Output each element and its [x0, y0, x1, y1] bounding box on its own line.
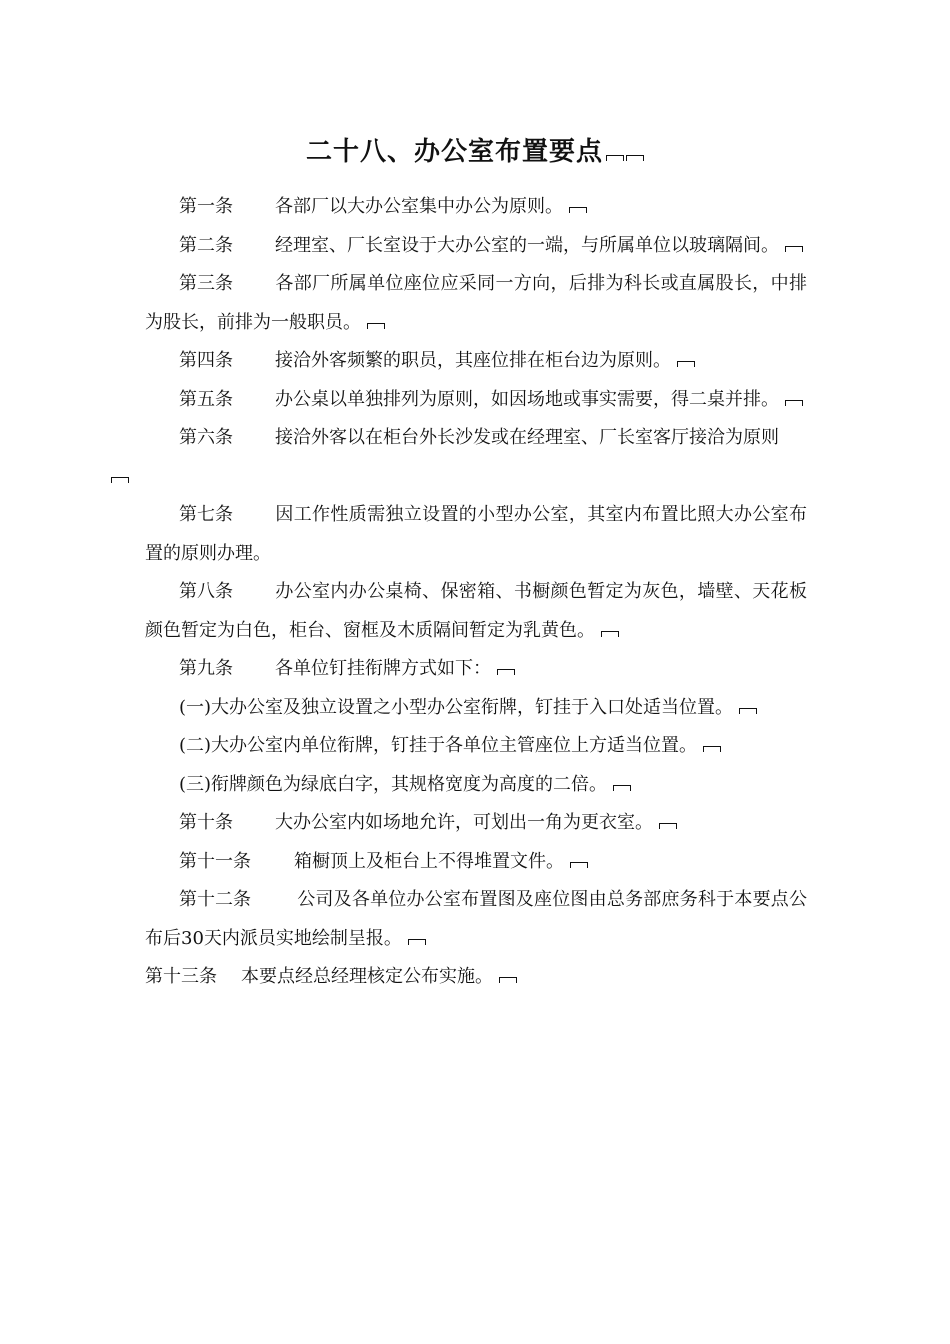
- article-text: (三)衔牌颜色为绿底白字，其规格宽度为高度的二倍。: [179, 773, 608, 795]
- article-text: (一)大办公室及独立设置之小型办公室衔牌，钉挂于入口处适当位置。: [179, 696, 734, 718]
- article-text: 各部厂以大办公室集中办公为原则。: [275, 196, 563, 217]
- article-label: 第十条: [179, 812, 233, 833]
- article-6: [145, 419, 807, 496]
- article-1: [145, 188, 807, 227]
- paragraph-mark-icon: [785, 400, 803, 406]
- paragraph-mark-icon: [570, 862, 588, 868]
- article-10: [145, 804, 807, 843]
- document-title: 二十八、办公室布置要点: [0, 132, 950, 172]
- article-13: [145, 958, 807, 997]
- document-body: [145, 188, 807, 997]
- paragraph-mark-icon: [497, 669, 515, 675]
- paragraph-mark-icon: [408, 939, 426, 945]
- article-11: [145, 843, 807, 882]
- article-label: 第七条: [179, 504, 233, 525]
- article-text: 办公桌以单独排列为原则，如因场地或事实需要，得二桌并排。: [275, 388, 779, 410]
- article-label: 第五条: [179, 388, 233, 410]
- article-12: [145, 881, 807, 958]
- article-text: 公司及各单位办公室布置图及座位图由总务部庶务科于本要点公布后30天内派员实地绘制呈报。: [145, 889, 807, 949]
- paragraph-mark-icon: [601, 631, 619, 637]
- paragraph-mark-icon: [499, 977, 517, 983]
- article-text: 本要点经总经理核定公布实施。: [241, 966, 493, 987]
- article-text: 各单位钉挂衔牌方式如下：: [275, 658, 491, 679]
- paragraph-mark-icon: [677, 361, 695, 367]
- article-label: 第十一条: [179, 850, 251, 872]
- article-7: [145, 496, 807, 573]
- article-3: [145, 265, 807, 342]
- article-2: [145, 227, 807, 266]
- article-label: 第八条: [179, 581, 233, 602]
- article-9: [145, 650, 807, 689]
- article-text: 大办公室内如场地允许，可划出一角为更衣室。: [275, 812, 653, 833]
- paragraph-mark-icon: [659, 823, 677, 829]
- article-label: 第四条: [179, 350, 233, 371]
- article-label: 第十二条: [179, 889, 251, 910]
- article-5: [145, 381, 807, 420]
- article-label: 第三条: [179, 273, 233, 294]
- article-text: 箱橱顶上及柜台上不得堆置文件。: [294, 850, 564, 872]
- article-text: 经理室、厂长室设于大办公室的一端，与所属单位以玻璃隔间。: [275, 234, 779, 256]
- paragraph-mark-icon: [739, 708, 757, 714]
- paragraph-mark-icon: [367, 323, 385, 329]
- paragraph-mark-icon: [613, 785, 631, 791]
- article-label: 第一条: [179, 196, 233, 217]
- article-8: [145, 573, 807, 650]
- article-text: 接洽外客频繁的职员，其座位排在柜台边为原则。: [275, 350, 671, 371]
- article-text: 各部厂所属单位座位应采同一方向，后排为科长或直属股长，中排为股长，前排为一般职员。: [145, 273, 807, 333]
- paragraph-mark-icon: [111, 477, 129, 483]
- article-9-item-2: [145, 727, 807, 766]
- paragraph-mark-icon: [785, 246, 803, 252]
- article-label: 第六条: [179, 427, 233, 448]
- article-text: (二)大办公室内单位衔牌，钉挂于各单位主管座位上方适当位置。: [179, 735, 698, 756]
- article-label: 第九条: [179, 658, 233, 679]
- paragraph-mark-icon: [703, 746, 721, 752]
- paragraph-mark-icon: [626, 155, 644, 161]
- article-label: 第十三条: [145, 966, 217, 987]
- article-4: [145, 342, 807, 381]
- paragraph-mark-icon: [569, 207, 587, 213]
- article-9-item-3: [145, 766, 807, 805]
- paragraph-mark-icon: [606, 155, 624, 161]
- article-text: 接洽外客以在柜台外长沙发或在经理室、厂长室客厅接洽为原则: [275, 427, 779, 448]
- article-text: 因工作性质需独立设置的小型办公室，其室内布置比照大办公室布置的原则办理。: [145, 504, 807, 564]
- article-text: 办公室内办公桌椅、保密箱、书橱颜色暂定为灰色，墙壁、天花板颜色暂定为白色，柜台、窗框及木质隔间暂定为乳黄色。: [145, 581, 807, 641]
- article-label: 第二条: [179, 234, 233, 256]
- article-9-item-1: [145, 689, 807, 728]
